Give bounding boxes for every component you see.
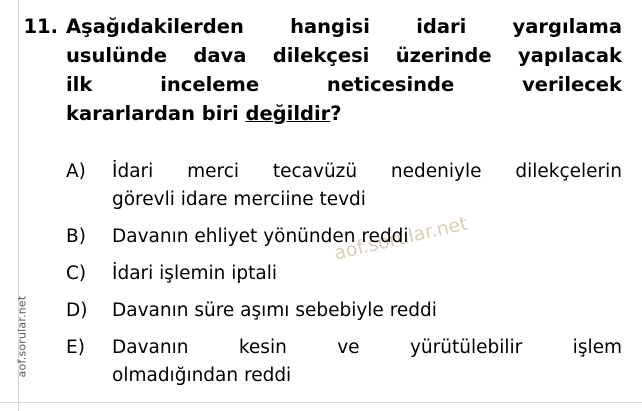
option-a-line-2: görevli idare merciine tevdi [112,189,366,210]
option-c-text [112,260,622,288]
option-e-line-2: olmadığından reddi [112,365,292,386]
option-a-line-1: İdari merci tecavüzü nedeniyle dilekçelerin [112,161,622,182]
question-stem-line-4-text: kararlardan biri [66,102,246,125]
option-b-line-1: Davanın ehliyet yönünden reddi [112,226,409,247]
question-stem-text [66,12,622,128]
side-watermark: aof.sorular.net [15,295,29,378]
option-b-label: B) [66,226,86,247]
question-stem [20,12,622,128]
option-a[interactable] [66,158,622,214]
option-b[interactable] [66,223,622,251]
option-b-text [112,223,622,251]
option-c[interactable] [66,260,622,288]
option-d-label: D) [66,300,88,321]
bottom-margin-rule [0,402,642,403]
question-stem-negation: değildir [245,102,331,125]
question-number: 11. [23,15,58,38]
option-e-line-1: Davanın kesin ve yürütülebilir işlem [112,337,622,358]
option-d[interactable] [66,297,622,325]
center-watermark: aof.sorular.net [332,212,470,265]
option-d-line-1: Davanın süre aşımı sebebiyle reddi [112,300,437,321]
question-stem-line-1: Aşağıdakilerden hangisi idari yargılama [66,15,622,38]
question-stem-row [20,12,622,128]
option-a-text [112,158,622,214]
option-a-label: A) [66,161,86,182]
option-list [66,158,622,399]
question-stem-line-4 [66,99,622,128]
option-e-text [112,334,622,390]
option-e[interactable] [66,334,622,390]
option-d-text [112,297,622,325]
option-c-label: C) [66,263,87,284]
option-e-label: E) [66,337,85,358]
option-c-line-1: İdari işlemin iptali [112,263,277,284]
question-stem-tail: ? [330,102,342,125]
question-stem-line-3: ilk inceleme neticesinde verilecek [66,73,622,96]
question-stem-line-2: usulünde dava dilekçesi üzerinde yapılacak [66,44,622,67]
